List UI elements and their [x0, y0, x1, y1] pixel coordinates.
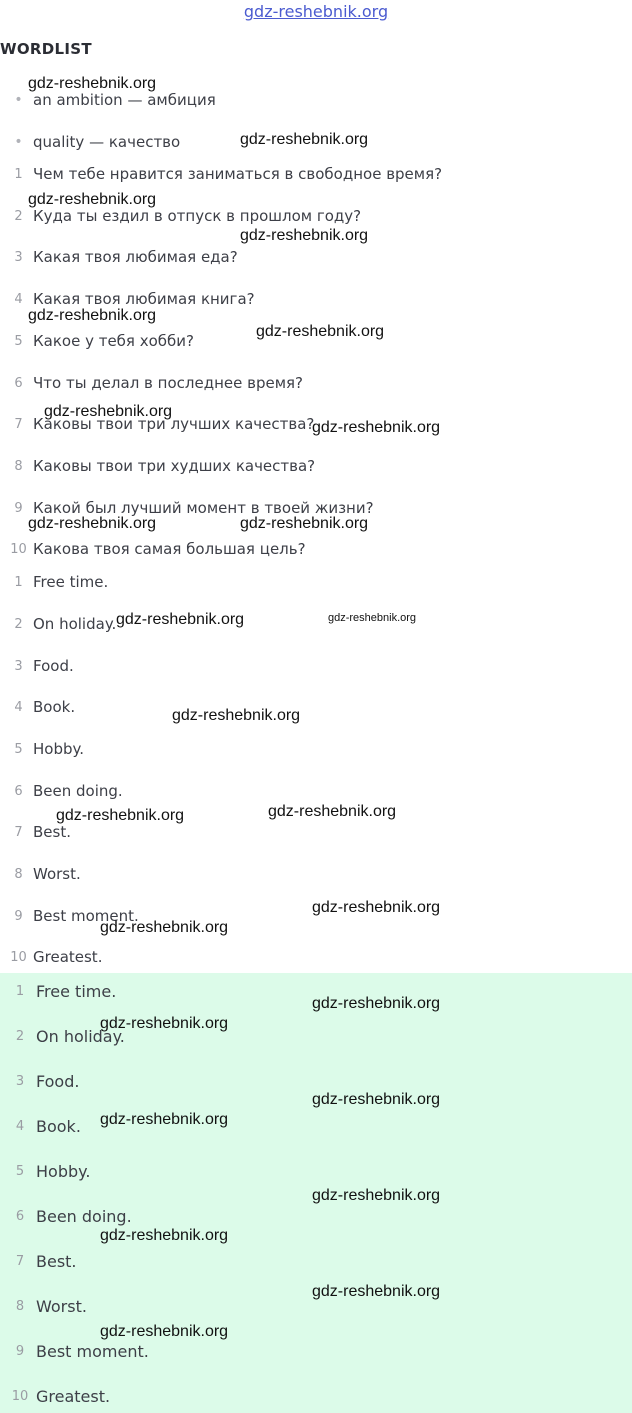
question-row	[0, 372, 620, 394]
wordlist-entry: quality — качество	[33, 133, 181, 151]
answer-text: Best.	[36, 1251, 77, 1271]
answer-text: Free time.	[36, 981, 117, 1001]
item-number: 1	[15, 983, 25, 999]
answer-row	[0, 696, 620, 718]
answer-row	[0, 1385, 620, 1407]
watermark-text: gdz-reshebnik.org	[312, 419, 441, 436]
answer-row	[0, 1295, 620, 1317]
item-number: 10	[10, 541, 27, 557]
answer-row	[0, 613, 620, 635]
item-number: 10	[11, 1388, 29, 1404]
watermark-text: gdz-reshebnik.org	[240, 227, 369, 244]
watermark-text: gdz-reshebnik.org	[28, 307, 157, 324]
answer-row	[0, 946, 620, 968]
item-number: 7	[14, 824, 23, 840]
watermark-text: gdz-reshebnik.org	[240, 131, 369, 148]
question-text: Куда ты ездил в отпуск в прошлом году?	[33, 207, 362, 225]
answer-text: On holiday.	[36, 1026, 125, 1046]
item-number: 1	[14, 574, 23, 590]
answer-row	[0, 1340, 620, 1362]
item-number: 10	[10, 949, 27, 965]
question-text: Чем тебе нравится заниматься в свободное время?	[33, 165, 443, 183]
answer-text: Greatest.	[36, 1386, 111, 1406]
answer-row	[0, 780, 620, 802]
item-number: 9	[14, 908, 23, 924]
answer-text: Best moment.	[33, 907, 139, 925]
watermark-text: gdz-reshebnik.org	[328, 612, 417, 624]
answer-row	[0, 571, 620, 593]
answer-text: Food.	[33, 657, 74, 675]
item-number: 5	[15, 1163, 25, 1179]
item-number: 2	[15, 1028, 25, 1044]
item-number: 6	[14, 783, 23, 799]
item-number: 7	[14, 416, 23, 432]
answer-text: Best.	[33, 823, 71, 841]
question-row	[0, 538, 620, 560]
item-number: 4	[15, 1118, 25, 1134]
answer-text: Hobby.	[36, 1161, 91, 1181]
item-number: 8	[15, 1298, 25, 1314]
watermark-text: gdz-reshebnik.org	[28, 191, 157, 208]
answer-text: Free time.	[33, 573, 109, 591]
item-number: 3	[14, 249, 23, 265]
item-number: 9	[15, 1343, 25, 1359]
watermark-text: gdz-reshebnik.org	[256, 323, 385, 340]
watermark-text: gdz-reshebnik.org	[268, 803, 397, 820]
question-text: Какая твоя любимая еда?	[33, 248, 238, 266]
answer-row	[0, 1205, 620, 1227]
answer-text: Been doing.	[33, 782, 123, 800]
watermark-text: gdz-reshebnik.org	[100, 1015, 229, 1032]
item-number: 8	[14, 866, 23, 882]
answer-row	[0, 1070, 620, 1092]
watermark-text: gdz-reshebnik.org	[44, 403, 173, 420]
answer-row	[0, 1025, 620, 1047]
bullet-icon: •	[14, 92, 23, 108]
watermark-text: gdz-reshebnik.org	[100, 919, 229, 936]
answer-row	[0, 738, 620, 760]
watermark-text: gdz-reshebnik.org	[100, 1323, 229, 1340]
item-number: 9	[14, 500, 23, 516]
item-number: 3	[14, 658, 23, 674]
header-site-link[interactable]: gdz-reshebnik.org	[243, 2, 389, 21]
answer-row	[0, 980, 620, 1002]
item-number: 5	[14, 741, 23, 757]
watermark-text: gdz-reshebnik.org	[312, 899, 441, 916]
item-number: 4	[14, 291, 23, 307]
item-number: 1	[14, 166, 23, 182]
item-number: 3	[15, 1073, 25, 1089]
item-number: 4	[14, 699, 23, 715]
answer-row	[0, 1160, 620, 1182]
answer-text: On holiday.	[33, 615, 117, 633]
question-text: Какой был лучший момент в твоей жизни?	[33, 499, 374, 517]
wordlist-heading: WORDLIST	[0, 40, 92, 58]
question-text: Каковы твои три лучших качества?	[33, 415, 315, 433]
answer-row	[0, 655, 620, 677]
answer-text: Book.	[36, 1116, 81, 1136]
bullet-icon: •	[14, 134, 23, 150]
question-text: Что ты делал в последнее время?	[33, 374, 303, 392]
watermark-text: gdz-reshebnik.org	[100, 1227, 229, 1244]
answer-text: Been doing.	[36, 1206, 132, 1226]
item-number: 7	[15, 1253, 25, 1269]
question-row	[0, 246, 620, 268]
watermark-text: gdz-reshebnik.org	[28, 75, 157, 92]
question-text: Какое у тебя хобби?	[33, 332, 194, 350]
answer-text: Best moment.	[36, 1341, 149, 1361]
answer-text: Greatest.	[33, 948, 103, 966]
answer-text: Book.	[33, 698, 76, 716]
watermark-text: gdz-reshebnik.org	[56, 807, 185, 824]
item-number: 2	[14, 616, 23, 632]
answer-row	[0, 1250, 620, 1272]
watermark-text: gdz-reshebnik.org	[28, 515, 157, 532]
answer-row	[0, 905, 620, 927]
question-text: Какова твоя самая большая цель?	[33, 540, 306, 558]
watermark-text: gdz-reshebnik.org	[312, 1091, 441, 1108]
wordlist-entry: an ambition — амбиция	[33, 91, 216, 109]
watermark-text: gdz-reshebnik.org	[312, 1187, 441, 1204]
item-number: 6	[15, 1208, 25, 1224]
item-number: 8	[14, 458, 23, 474]
answer-text: Hobby.	[33, 740, 85, 758]
item-number: 2	[14, 208, 23, 224]
question-text: Каковы твои три худших качества?	[33, 457, 316, 475]
item-number: 5	[14, 333, 23, 349]
answer-text: Worst.	[33, 865, 81, 883]
answer-text: Food.	[36, 1071, 80, 1091]
watermark-text: gdz-reshebnik.org	[172, 707, 301, 724]
watermark-text: gdz-reshebnik.org	[100, 1111, 229, 1128]
answer-text: Worst.	[36, 1296, 87, 1316]
question-text: Какая твоя любимая книга?	[33, 290, 255, 308]
watermark-text: gdz-reshebnik.org	[116, 611, 245, 628]
answer-row	[0, 1115, 620, 1137]
question-row	[0, 455, 620, 477]
question-row	[0, 163, 620, 185]
watermark-text: gdz-reshebnik.org	[312, 1283, 441, 1300]
answer-row	[0, 863, 620, 885]
item-number: 6	[14, 375, 23, 391]
watermark-text: gdz-reshebnik.org	[240, 515, 369, 532]
watermark-text: gdz-reshebnik.org	[312, 995, 441, 1012]
